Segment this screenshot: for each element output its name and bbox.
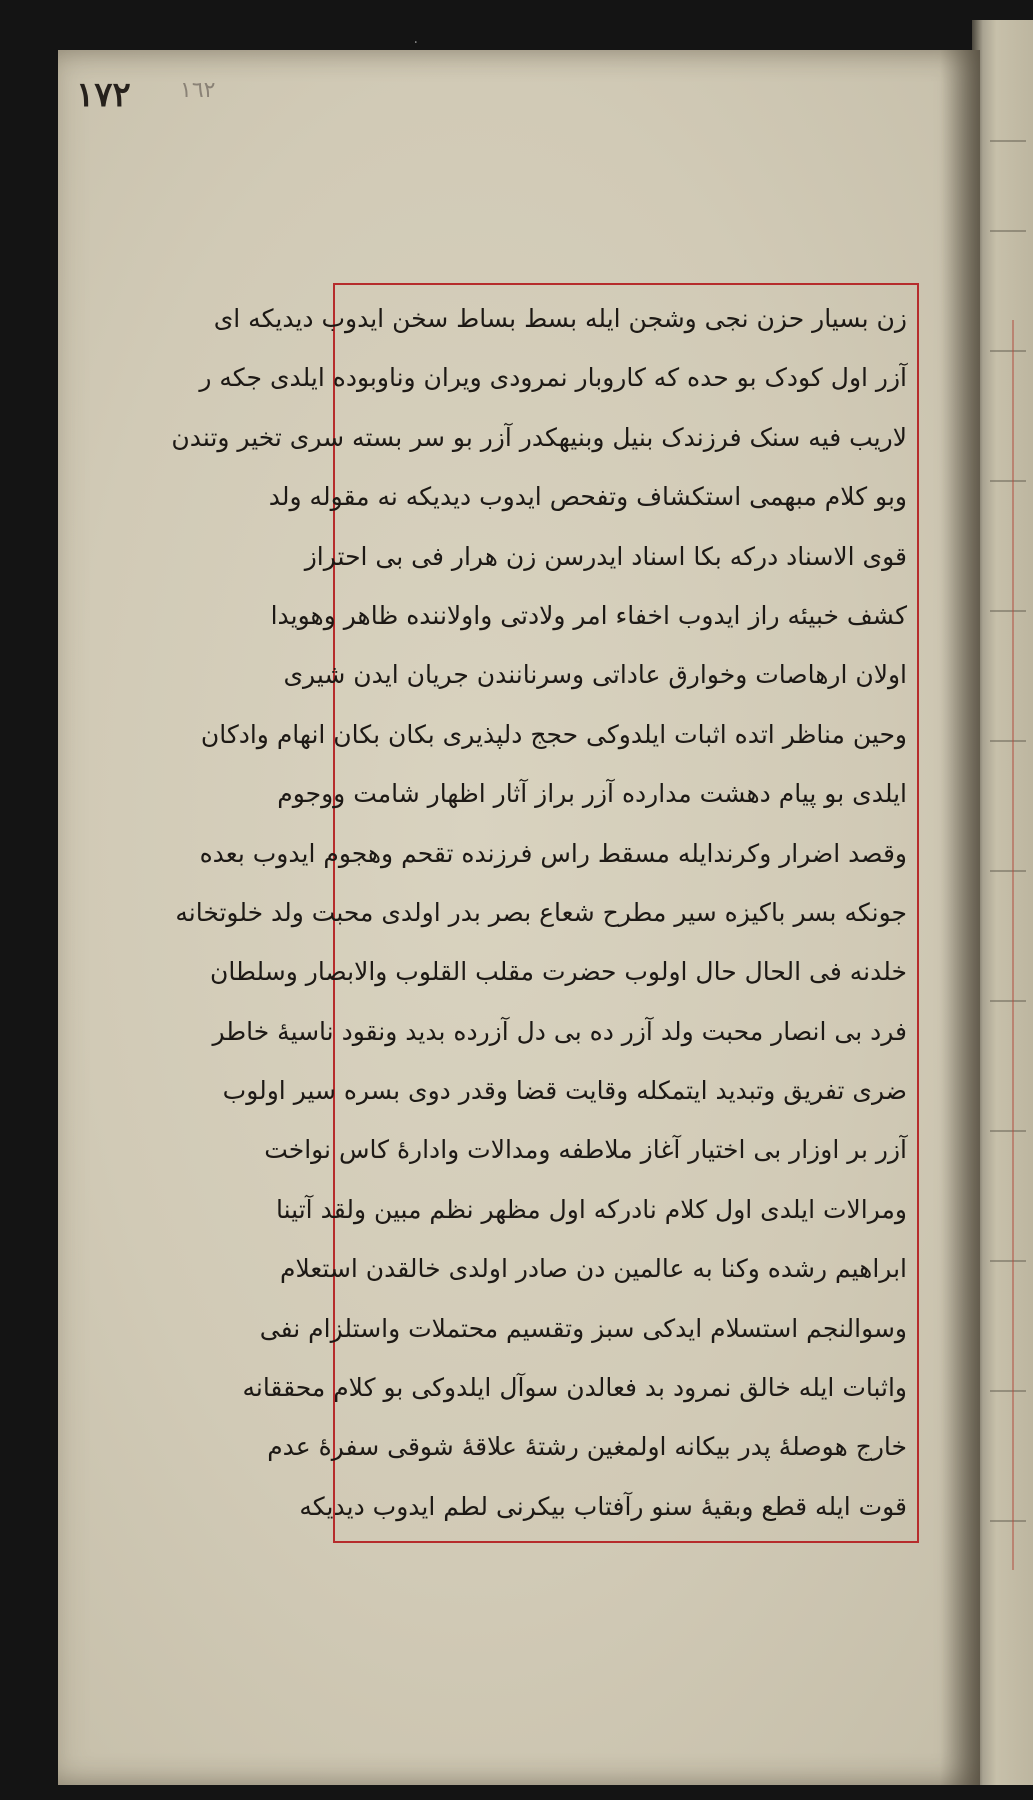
facing-page-ink-trace [990,1390,1026,1392]
facing-page-ink-trace [990,140,1026,142]
text-line: زن بسیار حزن نجی وشجن ایله بسط بساط سخن ایدوب دیدیکه ای [213,304,907,333]
text-line: اولان ارهاصات وخوارق عاداتی وسرنانندن جریان ایدن شیری [283,660,907,690]
text-line: جونکه بسر باکیزه سیر مطرح شعاع بصر بدر اولدی محبت ولد خلوتخانه [175,897,907,927]
text-line: فرد بی انصار محبت ولد آزر ده بی دل آزرده بدید ونقود ناسیهٔ خاطر [212,1016,907,1046]
text-line: واثبات ایله خالق نمرود بد فعالدن سوآل ایلدوکی بو کلام محققانه [242,1373,907,1403]
text-line: آزر اول کودک بو حده که کاروبار نمرودی ویران وناوبوده ایلدی جکه ر [199,363,907,393]
text-line: لاریب فیه سنک فرزندک بنیل وبنیهکدر آزر بو سر بسته سری تخیر وتندن [171,422,907,452]
text-line: ابراهیم رشده وکنا به عالمین دن صادر اولدی خالقدن استعلام [279,1254,907,1284]
text-line: وسوالنجم استسلام ایدکی سبز وتقسیم محتملات واستلزام نفی [259,1313,907,1343]
gutter-shadow [940,50,980,1785]
facing-page-ink-trace [990,1000,1026,1002]
text-block [171,293,907,1533]
facing-page-ink-trace [990,610,1026,612]
text-line: ضری تفریق وتبدید ایتمکله وقایت قضا وقدر دوی بسره سیر اولوب [222,1076,907,1106]
text-line: خلدنه فی الحال حال اولوب حضرت مقلب القلوب والابصار وسلطان [210,957,907,987]
facing-page-ink-trace [990,1130,1026,1132]
text-line: خارج هوصلهٔ پدر بیکانه اولمغین رشتهٔ علاقهٔ شوقی سفرهٔ عدم [267,1432,907,1462]
text-line: قوت ایله قطع وبقیهٔ سنو رآفتاب بیکرنی لطم ایدوب دیدیکه [299,1491,907,1521]
text-line: وبو کلام مبهمی استکشاف وتفحص ایدوب دیدیکه نه مقوله ولد [268,482,907,512]
facing-page-ink-trace [990,740,1026,742]
text-frame [171,283,919,1543]
folio-number: ١٧٢ [76,75,131,115]
facing-page-red-rule [1012,320,1014,1570]
text-line: قوی الاسناد درکه بکا اسناد ایدرسن زن هرار فی بی احتراز [304,541,907,571]
facing-page-ink-trace [990,870,1026,872]
text-line: وقصد اضرار وکرندایله مسقط راس فرزنده تقحم وهجوم ایدوب بعده [199,838,907,868]
facing-page-edge [972,20,1033,1785]
text-line: وحین مناظر اتده اثبات ایلدوکی حجج دلپذیری بکان بکان انهام وادکان [200,719,907,749]
facing-page-ink-trace [990,350,1026,352]
folio-pencil-number: ١٦٢ [180,78,216,103]
text-line: ایلدی بو پیام دهشت مدارده آزر براز آثار اظهار شامت ووجوم [277,779,907,809]
manuscript-page [58,34,980,1785]
facing-page-ink-trace [990,1260,1026,1262]
text-line: کشف خبیئه راز ایدوب اخفاء امر ولادتی واولاننده ظاهر وهویدا [270,600,907,630]
facing-page-ink-trace [990,1520,1026,1522]
top-mark: ۰ [412,34,420,50]
text-line: ومرالات ایلدی اول کلام نادرکه اول مظهر نظم مبین ولقد آتینا [276,1194,907,1224]
facing-page-ink-trace [990,480,1026,482]
text-line: آزر بر اوزار بی اختیار آغاز ملاطفه ومدالات وادارهٔ کاس نواخت [264,1135,907,1165]
facing-page-ink-trace [990,230,1026,232]
